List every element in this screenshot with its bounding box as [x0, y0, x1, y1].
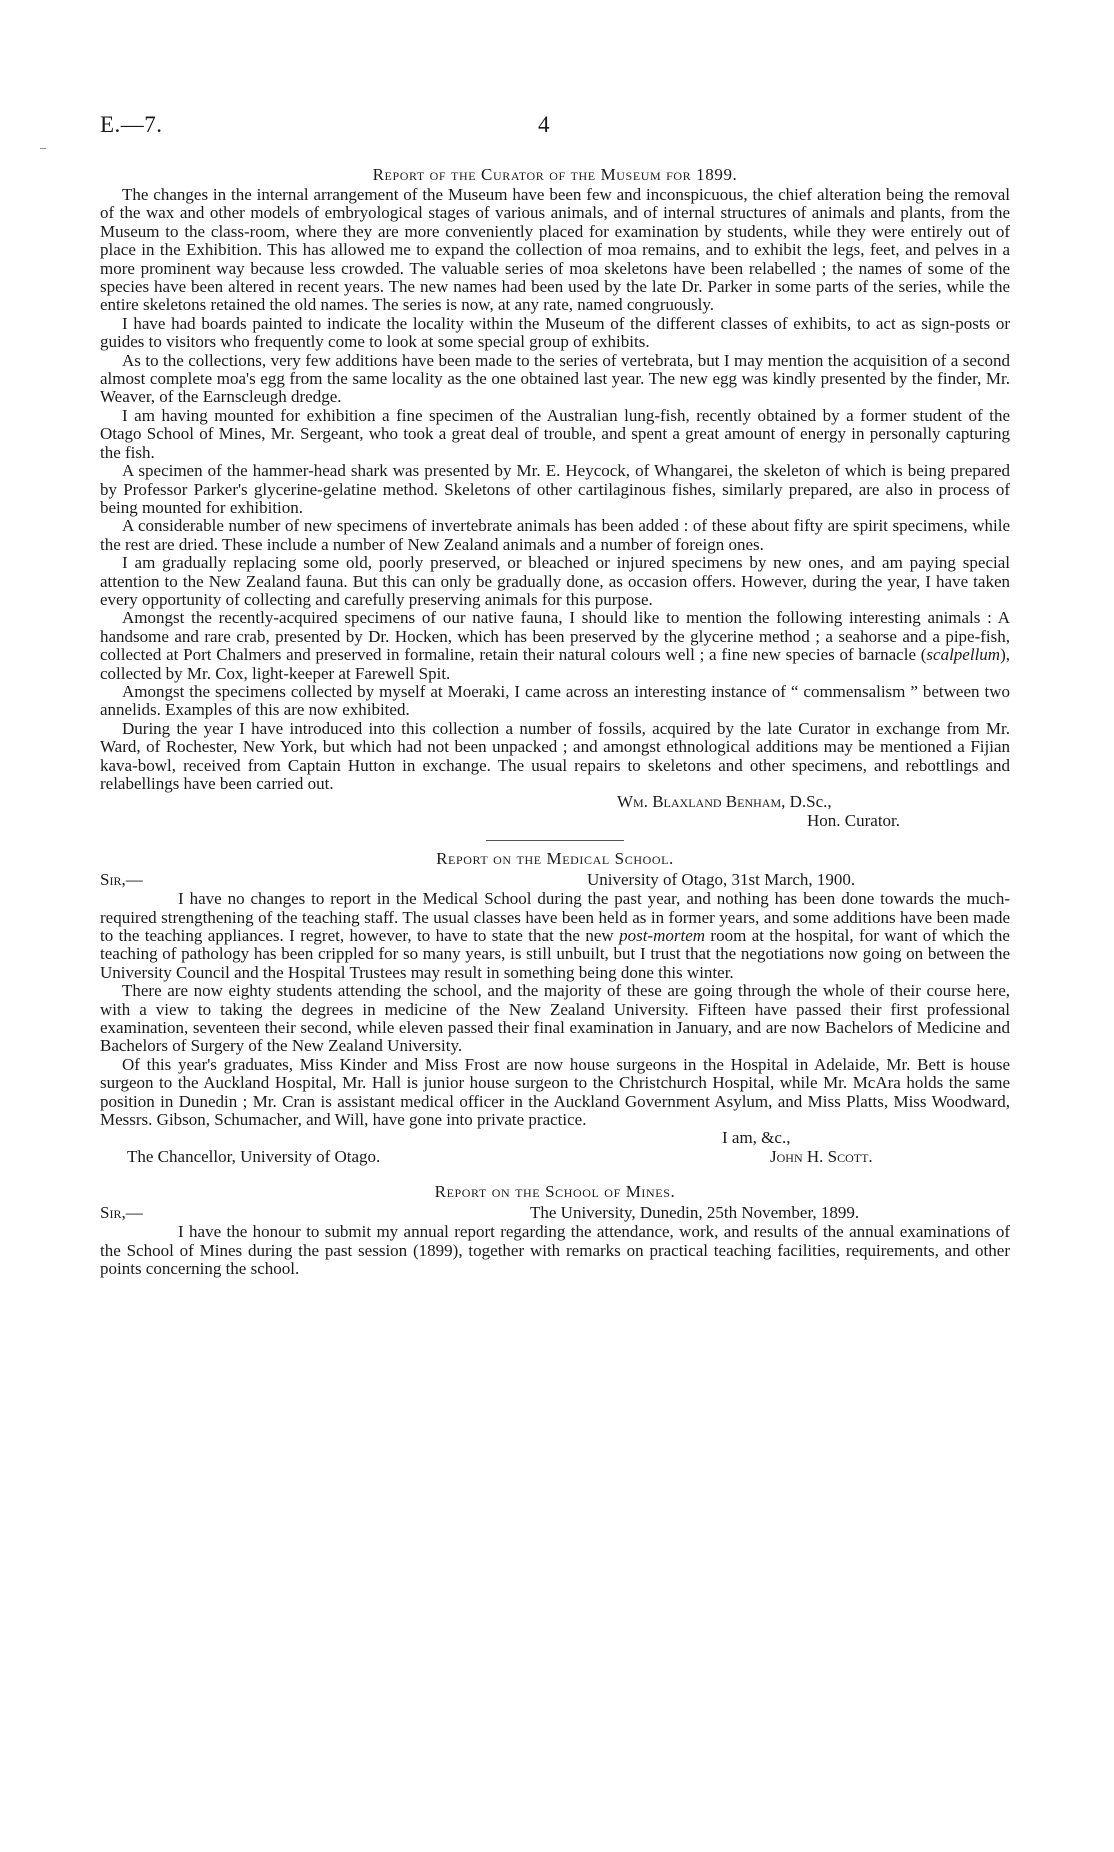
museum-paragraph-8 [100, 609, 1010, 683]
medical-salutation: Sir,— [100, 870, 143, 890]
museum-paragraph-8-italic: scalpellum [926, 645, 1001, 665]
museum-signature-title: Hon. Curator. [807, 810, 901, 830]
mines-address-line [100, 1203, 1010, 1223]
museum-paragraph-4: I am having mounted for exhibition a fine specimen of the Australian lung-fish, recently obtained by a former student of the Otago School of Mines, Mr. Sergeant, who took a great deal of trouble, and spent a great amount of energy in personally capturing the fish. [100, 405, 1010, 462]
page-header [100, 112, 1010, 142]
medical-closing: I am, &c., [722, 1128, 791, 1148]
museum-paragraph-6: A considerable number of new specimens of invertebrate animals has been added : of these about fifty are spirit specimens, while the rest are dried. These include a number of New Zealand animals and a number of foreign ones. [100, 516, 1010, 554]
medical-closing-line [100, 1129, 1010, 1147]
museum-paragraph-5: A specimen of the hammer-head shark was presented by Mr. E. Heycock, of Whangarei, the skeleton of which is being prepared by Professor Parker's glycerine-gelatine method. Skeletons of other cartilaginous fishes, similarly prepared, are also in process of being mounted for exhibition. [100, 461, 1010, 517]
section-divider [486, 840, 624, 841]
medical-paragraph-1-start: I have no changes to report in the Medical School during the past year, and nothing has been done towards the much-required strengthening of the teaching staff. The usual classes have been held as in former years, and some additions have been made to the teaching appliances. I regret, however, to have to state that the new [100, 889, 1010, 945]
mines-place-date: The University, Dunedin, 25th November, 1899. [530, 1203, 860, 1223]
museum-signature-title-line [100, 812, 1010, 830]
margin-mark: – [40, 140, 46, 154]
medical-signature: John H. Scott. [770, 1146, 873, 1166]
museum-paragraph-7: I am gradually replacing some old, poorly preserved, or bleached or injured specimens by new ones, and am paying special attention to the New Zealand fauna. But this can only be gradually done, as occasion offers. However, during the year, I have taken every opportunity of collecting and carefully preserving animals for this purpose. [100, 553, 1010, 609]
museum-paragraph-8-start: Amongst the recently-acquired specimens of our native fauna, I should like to mention the following interesting animals : A handsome and rare crab, presented by Dr. Hocken, which has been preserved by the glycerine method ; a seahorse and a pipe-fish, collected at Port Chalmers and preserved in formaline, retain their natural colours well ; a fine new species of barnacle ( [100, 608, 1010, 665]
medical-addressee: The Chancellor, University of Otago. [127, 1146, 381, 1166]
medical-address-line [100, 870, 1010, 890]
museum-paragraph-10: During the year I have introduced into this collection a number of fossils, acquired by the late Curator in exchange from Mr. Ward, of Rochester, New York, but which had not been unpacked ; and amongst ethnological additions may be mentioned a Fijian kava-bowl, received from Captain Hutton in exchange. The usual repairs to skeletons and other specimens, and rebottlings and relabellings have been carried out. [100, 718, 1010, 793]
page-number: 4 [538, 112, 550, 137]
mines-paragraph-1: I have the honour to submit my annual report regarding the attendance, work, and results of the annual examinations of the School of Mines during the past session (1899), together with remarks on practical teaching facilities, requirements, and other points concerning the school. [100, 1222, 1010, 1279]
mines-salutation: Sir,— [100, 1203, 143, 1223]
museum-report [100, 165, 1010, 830]
museum-report-heading: Report of the Curator of the Museum for 1899. [372, 165, 738, 184]
museum-signature-line [100, 793, 1010, 811]
medical-signature-line [100, 1148, 1010, 1166]
medical-report [100, 849, 1010, 1166]
medical-place-date: University of Otago, 31st March, 1900. [587, 870, 856, 890]
museum-signature-name: Wm. Blaxland Benham, [617, 792, 786, 812]
museum-paragraph-3: As to the collections, very few additions have been made to the series of vertebrata, but I may mention the acquisition of a second almost complete moa's egg from the same locality as the one obtained last year. The new egg was kindly presented by the finder, Mr. Weaver, of the Earnscleugh dredge. [100, 350, 1010, 407]
medical-paragraph-1 [100, 890, 1010, 982]
mines-report-heading: Report on the School of Mines. [434, 1182, 676, 1202]
museum-signature-degree: D.Sc., [785, 792, 832, 812]
medical-paragraph-3: Of this year's graduates, Miss Kinder and Miss Frost are now house surgeons in the Hospital in Adelaide, Mr. Bett is house surgeon to the Auckland Hospital, Mr. Hall is junior house surgeon to the Christchurch Hospital, while Mr. McAra holds the same position in Dunedin ; Mr. Cran is assistant medical officer in the Auckland Government Asylum, and Miss Platts, Miss Woodward, Messrs. Gibson, Schumacher, and Will, have gone into private practice. [100, 1054, 1010, 1130]
mines-report [100, 1182, 1010, 1278]
museum-paragraph-8-end: ), collected by Mr. Cox, light-keeper at Farewell Spit. [100, 645, 1010, 683]
museum-signature [617, 793, 832, 811]
museum-paragraph-1: The changes in the internal arrangement of the Museum have been few and inconspicuous, the chief alteration being the removal of the wax and other models of embryological stages of various animals, and of internal structures of animals and plants, from the Museum to the class-room, where they are more conveniently placed for examination by students, while they were entirely out of place in the Exhibition. This has allowed me to expand the collection of moa remains, and to exhibit the legs, feet, and pelves in a more prominent way because less crowded. The valuable series of moa skeletons have been relabelled ; the names of some of the species have been altered in recent years. The new names had been used by the late Dr. Parker in some parts of the series, while the entire skeletons retained the old names. The series is now, at any rate, named congruously. [100, 185, 1010, 315]
medical-paragraph-2: There are now eighty students attending the school, and the majority of these are going through the whole of their course here, with a view to taking the degrees in medicine of the New Zealand University. Fifteen have passed their first professional examination, seventeen their second, while eleven passed their final examination in January, and are now Bachelors of Medicine and Bachelors of Surgery of the New Zealand University. [100, 981, 1010, 1056]
medical-paragraph-1-italic: post-mortem [619, 926, 706, 945]
medical-paragraph-1-end: room at the hospital, for want of which the teaching of pathology has been crippled for so many years, is still unbuilt, but I trust that the negotiations now going on between the University Council and the Hospital Trustees may result in something being done this winter. [100, 926, 1010, 982]
page-body [100, 165, 1010, 1278]
medical-report-heading: Report on the Medical School. [436, 849, 674, 869]
page-identifier: E.—7. [100, 112, 163, 137]
museum-paragraph-2: I have had boards painted to indicate the locality within the Museum of the different classes of exhibits, to act as sign-posts or guides to visitors who frequently come to look at some special group of exhibits. [100, 313, 1010, 352]
museum-paragraph-9: Amongst the specimens collected by myself at Moeraki, I came across an interesting instance of “ commensalism ” between two annelids. Examples of this are now exhibited. [100, 681, 1010, 720]
